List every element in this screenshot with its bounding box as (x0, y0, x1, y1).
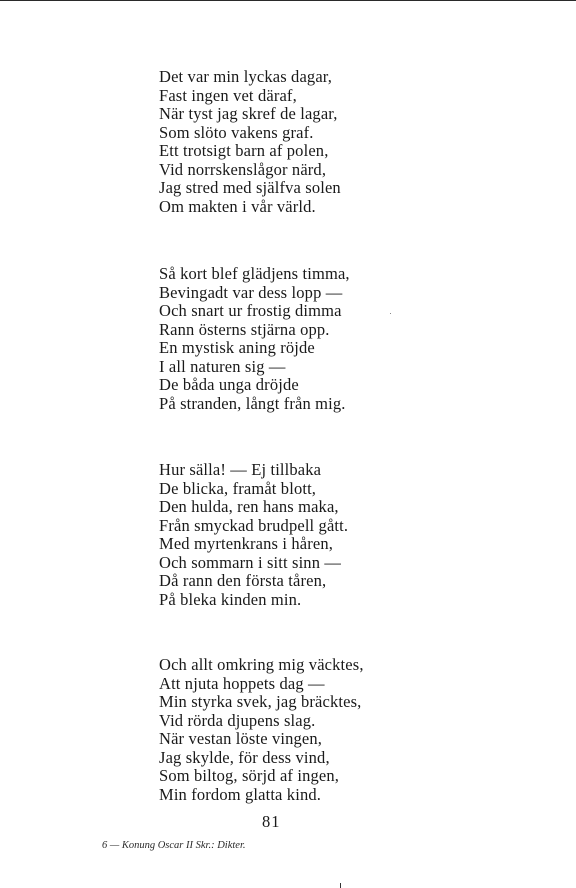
stanza-1 (159, 68, 459, 216)
poem-line: Vid norrskenslågor närd, (159, 159, 327, 179)
scan-speck (390, 313, 391, 314)
poem-line: Jag skylde, för dess vind, (159, 747, 330, 767)
poem-line: Ett trotsigt barn af polen, (159, 141, 329, 160)
poem-line: Min fordom glatta kind. (159, 784, 322, 804)
poem-line: På stranden, långt från mig. (159, 393, 346, 413)
poem-line: Och snart ur frostig dimma (159, 301, 342, 320)
poem-line: I all naturen sig — (159, 356, 286, 376)
poem-line: De båda unga dröjde (159, 375, 299, 394)
poem-line: Och allt omkring mig väcktes, (159, 655, 364, 674)
top-border-rule (0, 0, 576, 1)
poem-line: Fast ingen vet däraf, (159, 85, 297, 105)
poem-line: När tyst jag skref de lagar, (159, 104, 338, 123)
poem-line: Min styrka svek, jag bräcktes, (159, 692, 362, 711)
poem-line: Vid rörda djupens slag. (159, 710, 316, 730)
poem-line: Hur sälla! — Ej tillbaka (159, 460, 322, 479)
poem-line: Då rann den första tåren, (159, 571, 327, 590)
poem-line: När vestan löste vingen, (159, 729, 323, 748)
stanza-3 (159, 461, 459, 609)
poem-line: Det var min lyckas dagar, (159, 67, 333, 86)
poem-line: Bevingadt var dess lopp — (159, 282, 343, 302)
poem-line: Med myrtenkrans i håren, (159, 534, 334, 553)
bottom-edge-mark (340, 883, 341, 888)
stanza-2 (159, 265, 459, 413)
poem-line: På bleka kinden min. (159, 589, 302, 609)
poem-line: Rann österns stjärna opp. (159, 319, 330, 339)
poem-line: En mystisk aning röjde (159, 338, 315, 357)
poem-line: Så kort blef glädjens timma, (159, 264, 350, 283)
poem-line: Som biltog, sörjd af ingen, (159, 766, 340, 785)
poem-line: Att njuta hoppets dag — (159, 673, 325, 693)
stanza-4 (159, 656, 459, 804)
poem-line: Från smyckad brudpell gått. (159, 515, 349, 535)
poem-line: Som slöto vakens graf. (159, 122, 314, 142)
poem-line: Den hulda, ren hans maka, (159, 497, 339, 516)
poem-line: Om makten i vår värld. (159, 196, 316, 216)
page-number: 81 (262, 812, 281, 831)
poem-line: Jag stred med själfva solen (159, 178, 341, 197)
poem-line: De blicka, framåt blott, (159, 478, 317, 498)
printer-signature: 6 — Konung Oscar II Skr.: Dikter. (102, 840, 246, 851)
poem-line: Och sommarn i sitt sinn — (159, 552, 342, 572)
